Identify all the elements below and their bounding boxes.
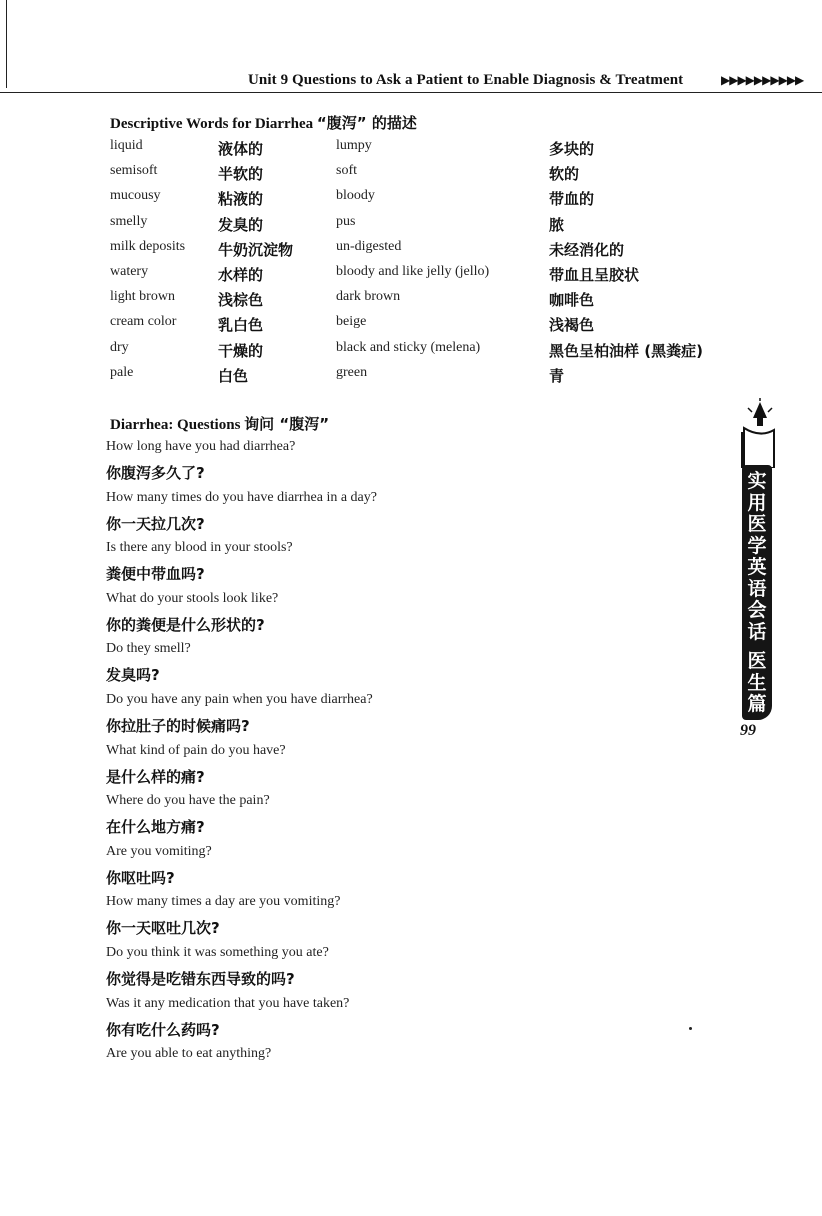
vocab-term-zh: 多块的: [549, 140, 595, 158]
question-zh: 发臭吗?: [106, 666, 160, 685]
question-zh: 粪便中带血吗?: [106, 565, 205, 584]
vocab-term-zh: 脓: [549, 215, 565, 234]
question-zh: 你呕吐吗?: [106, 868, 175, 887]
question-en: Where do you have the pain?: [106, 793, 270, 809]
descriptive-title-zh: “腹泻” 的描述: [316, 114, 417, 132]
question-zh: 你的粪便是什么形状的?: [106, 615, 265, 634]
vocab-term-en: bloody and like jelly (jello): [336, 264, 490, 279]
vocab-term-en: semisoft: [110, 163, 158, 179]
vocab-term-zh: 牛奶沉淀物: [218, 240, 294, 259]
vocab-row: [0, 163, 822, 187]
vocab-term-zh: 白色: [218, 366, 249, 385]
vocab-row: [0, 365, 822, 389]
vocab-term-en: green: [336, 364, 368, 380]
header-arrows: ▶▶▶▶▶▶▶▶▶▶: [721, 73, 804, 87]
vocab-term-zh: 乳白色: [218, 316, 264, 335]
question-zh: 你有吃什么药吗?: [106, 1020, 220, 1039]
vocab-term-en: black and sticky (melena): [336, 339, 481, 355]
question-en: Are you vomiting?: [106, 843, 212, 859]
vocab-term-zh: 未经消化的: [549, 240, 625, 259]
vocab-term-en: mucousy: [110, 188, 161, 204]
vocab-term-en: milk deposits: [110, 238, 186, 254]
vocab-row: [0, 239, 822, 263]
vocab-term-en: soft: [336, 163, 357, 179]
vocab-row: [0, 188, 822, 212]
question-en: Was it any medication that you have taken?: [106, 995, 350, 1011]
descriptive-section-title: [110, 112, 417, 133]
running-header: [0, 72, 822, 94]
vocab-row: [0, 289, 822, 313]
vocab-row: [0, 138, 822, 162]
question-zh: 是什么样的痛?: [106, 767, 205, 786]
book-ribbon-icon: [740, 398, 780, 468]
question-en: What kind of pain do you have?: [106, 742, 286, 758]
question-zh: 你一天呕吐几次?: [106, 919, 220, 938]
descriptive-title-en: Descriptive Words for Diarrhea: [110, 116, 317, 132]
question-en: Are you able to eat anything?: [106, 1046, 272, 1062]
questions-title-en: Diarrhea: Questions: [110, 417, 245, 433]
question-zh: 你一天拉几次?: [106, 514, 205, 533]
vocab-term-zh: 带血且呈胶状: [549, 266, 640, 284]
vocab-term-en: pale: [110, 364, 134, 380]
vocab-term-en: pus: [336, 213, 356, 229]
vocab-term-zh: 浅褐色: [549, 316, 595, 335]
vocab-term-zh: 青: [549, 366, 565, 385]
side-tab-text: 实 用 医 学 英 语 会 话 医 生 篇: [747, 470, 767, 715]
question-en: How many times a day are you vomiting?: [106, 894, 341, 910]
question-zh: 你腹泻多久了?: [106, 464, 205, 482]
question-en: Is there any blood in your stools?: [106, 540, 293, 556]
vocab-term-zh: 带血的: [549, 190, 595, 209]
vocab-term-zh: 粘液的: [218, 190, 264, 209]
question-zh: 你拉肚子的时候痛吗?: [106, 717, 250, 735]
vocab-row: [0, 314, 822, 338]
question-en: Do they smell?: [106, 641, 191, 657]
page-number: 99: [740, 722, 756, 739]
vocab-term-en: liquid: [110, 138, 143, 153]
vocab-term-zh: 液体的: [218, 140, 264, 158]
vocab-term-en: bloody: [336, 188, 375, 204]
vocab-term-en: dark brown: [336, 289, 401, 305]
vocab-row: [0, 340, 822, 364]
vocab-term-en: light brown: [110, 289, 175, 305]
vocab-term-zh: 半软的: [218, 165, 264, 184]
question-en: Do you have any pain when you have diarrhea?: [106, 692, 373, 707]
vocab-row: [0, 214, 822, 238]
vocab-term-zh: 浅棕色: [218, 291, 264, 310]
question-en: What do your stools look like?: [106, 590, 279, 606]
questions-title-zh: 询问 “腹泻”: [244, 415, 330, 433]
question-zh: 你觉得是吃错东西导致的吗?: [106, 970, 295, 988]
header-title: Unit 9 Questions to Ask a Patient to Enable Diagnosis & Treatment: [248, 72, 684, 88]
vocab-term-en: smelly: [110, 213, 148, 229]
vocab-term-en: cream color: [110, 314, 177, 330]
question-zh: 在什么地方痛?: [106, 818, 205, 837]
side-tab: [742, 465, 772, 720]
question-en: How long have you had diarrhea?: [106, 439, 296, 454]
vocab-term-en: watery: [110, 264, 149, 279]
vocab-term-en: lumpy: [336, 138, 372, 153]
vocab-row: [0, 264, 822, 288]
vocab-term-zh: 咖啡色: [549, 291, 595, 310]
vocab-term-zh: 黑色呈柏油样 (黑粪症): [549, 341, 703, 360]
vocab-term-en: un-digested: [336, 238, 402, 254]
speck: [689, 1027, 692, 1030]
vocab-term-zh: 干燥的: [218, 341, 264, 360]
question-en: How many times do you have diarrhea in a day?: [106, 489, 377, 505]
vocab-term-zh: 软的: [549, 165, 580, 184]
question-en: Do you think it was something you ate?: [106, 945, 329, 960]
header-rule: [0, 92, 822, 93]
vocab-term-en: dry: [110, 339, 129, 355]
vocab-term-zh: 发臭的: [218, 215, 264, 234]
vocab-term-zh: 水样的: [218, 266, 264, 284]
vocab-term-en: beige: [336, 314, 367, 330]
questions-section-title: [110, 413, 329, 434]
